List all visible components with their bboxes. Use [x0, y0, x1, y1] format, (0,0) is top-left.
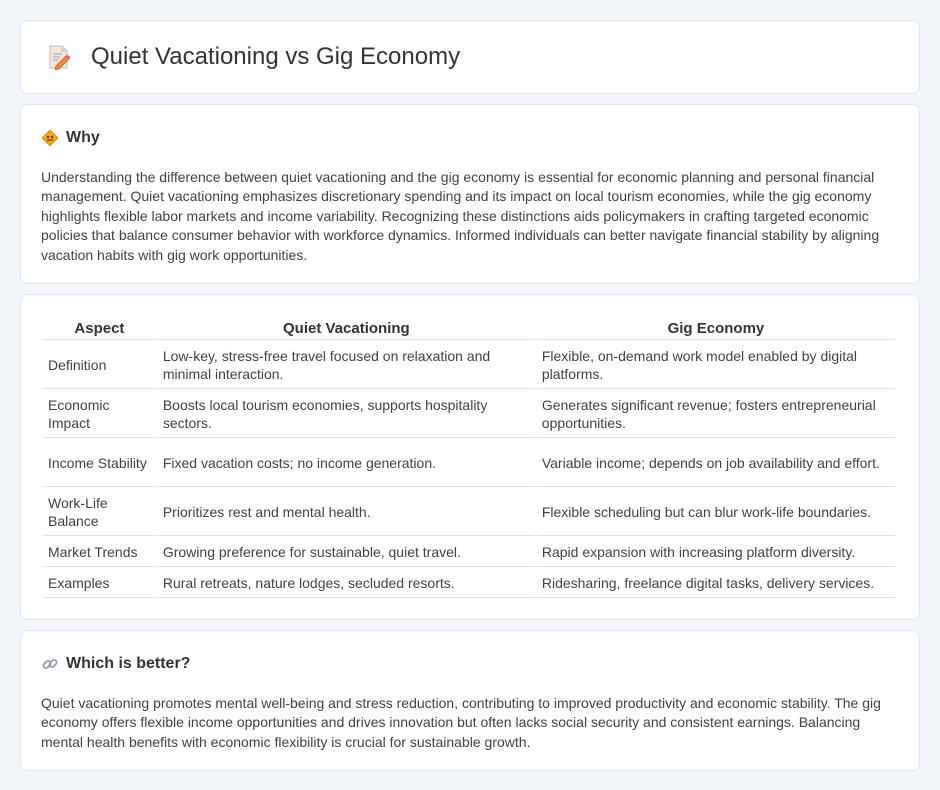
table-cell: Growing preference for sustainable, quiet travel.	[158, 538, 535, 567]
document-pencil-icon	[47, 44, 71, 70]
column-header: Gig Economy	[537, 317, 895, 340]
table-cell: Economic Impact	[43, 391, 156, 438]
table-cell: Generates significant revenue; fosters entrepreneurial opportunities.	[537, 391, 895, 438]
table-cell: Fixed vacation costs; no income generation.	[158, 440, 535, 487]
comparison-table	[41, 315, 897, 600]
table-cell: Definition	[43, 342, 156, 389]
table-row	[43, 538, 895, 567]
better-heading-label: Which is better?	[66, 655, 191, 672]
why-heading-label: Why	[66, 129, 100, 146]
link-icon	[41, 655, 59, 673]
table-cell: Income Stability	[43, 440, 156, 487]
table-cell: Market Trends	[43, 538, 156, 567]
table-header-row	[43, 317, 895, 340]
table-cell: Ridesharing, freelance digital tasks, delivery services.	[537, 569, 895, 598]
table-cell: Rural retreats, nature lodges, secluded resorts.	[158, 569, 535, 598]
better-text: Quiet vacationing promotes mental well-being and stress reduction, contributing to improved productivity and economic stability. The gig economy offers flexible income opportunities and drives innovation but often lacks social security and consistent earnings. Balancing mental health benefits with economic flexibility is crucial for sustainable growth.	[41, 695, 881, 750]
better-heading	[41, 655, 899, 673]
which-is-better-section	[20, 630, 920, 771]
header-card	[20, 20, 920, 94]
why-text: Understanding the difference between quiet vacationing and the gig economy is essential for economic planning and personal financial management. Quiet vacationing emphasizes discretionary spending and its impact on local tourism economies, while the gig economy highlights flexible labor markets and income variability. Recognizing these distinctions aids policymakers in crafting targeted economic policies that balance consumer behavior with workforce dynamics. Informed individuals can better navigate financial stability by aligning vacation habits with gig work opportunities.	[41, 169, 880, 263]
table-row	[43, 569, 895, 598]
table-cell: Variable income; depends on job availability and effort.	[537, 440, 895, 487]
road-sign-icon	[41, 129, 59, 147]
table-row	[43, 440, 895, 487]
column-header: Quiet Vacationing	[158, 317, 535, 340]
table-cell: Boosts local tourism economies, supports hospitality sectors.	[158, 391, 535, 438]
table-row	[43, 391, 895, 438]
table-cell: Examples	[43, 569, 156, 598]
table-row	[43, 342, 895, 389]
table-cell: Flexible scheduling but can blur work-life boundaries.	[537, 489, 895, 536]
column-header: Aspect	[43, 317, 156, 340]
table-cell: Work-Life Balance	[43, 489, 156, 536]
comparison-card	[20, 294, 920, 620]
table-cell: Low-key, stress-free travel focused on relaxation and minimal interaction.	[158, 342, 535, 389]
table-cell: Rapid expansion with increasing platform diversity.	[537, 538, 895, 567]
why-heading	[41, 129, 899, 147]
table-cell: Prioritizes rest and mental health.	[158, 489, 535, 536]
table-cell: Flexible, on-demand work model enabled by digital platforms.	[537, 342, 895, 389]
page-title: Quiet Vacationing vs Gig Economy	[91, 43, 461, 70]
why-section	[20, 104, 920, 284]
table-row	[43, 489, 895, 536]
